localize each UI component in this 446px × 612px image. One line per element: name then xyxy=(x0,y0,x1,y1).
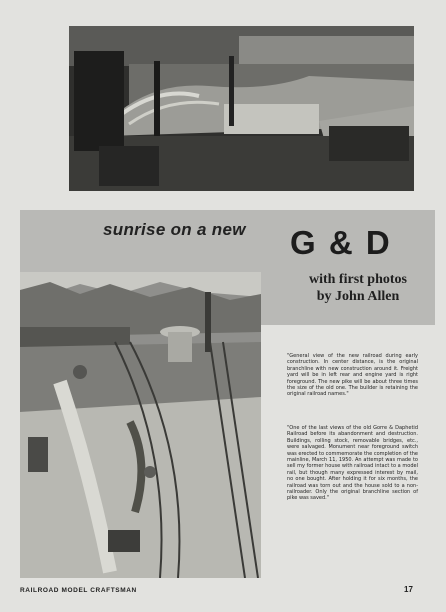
magazine-name: RAILROAD MODEL CRAFTSMAN xyxy=(20,587,137,594)
construction-photo xyxy=(69,26,414,191)
layout-photo xyxy=(20,272,261,578)
article-title-main: G & D xyxy=(290,224,392,261)
byline-line-2: by John Allen xyxy=(316,289,400,304)
caption-general-view: "General view of the new railroad during early construction. In center distance, is the original branchline with new construction around it. Freight yard will be in left rear and engine yard is right foreground. The new pike will be about three times the size of the old one. The builder is retaining the original railroad names." xyxy=(287,353,418,398)
caption-last-views: "One of the last views of the old Gorre & Daphetid Railroad before its abandonment and destruction. Buildings, rolling stock, removable bridges, etc., were salvaged. Monument near foreground switch was erected to commemorate the completion of the mainline, March 11, 1950. An attempt was made to sell my former house with railroad intact to a model rail, but though many expressed interest by mail, no one bought. After holding it for six months, the railroad was torn out and the house sold to a non-railroader. Only the original branchline section of pike was saved." xyxy=(287,425,418,502)
page-number: 17 xyxy=(404,585,413,594)
byline-line-1: with first photos xyxy=(308,272,407,287)
photo-credit xyxy=(302,271,414,305)
article-title-line: sunrise on a new xyxy=(103,220,246,239)
